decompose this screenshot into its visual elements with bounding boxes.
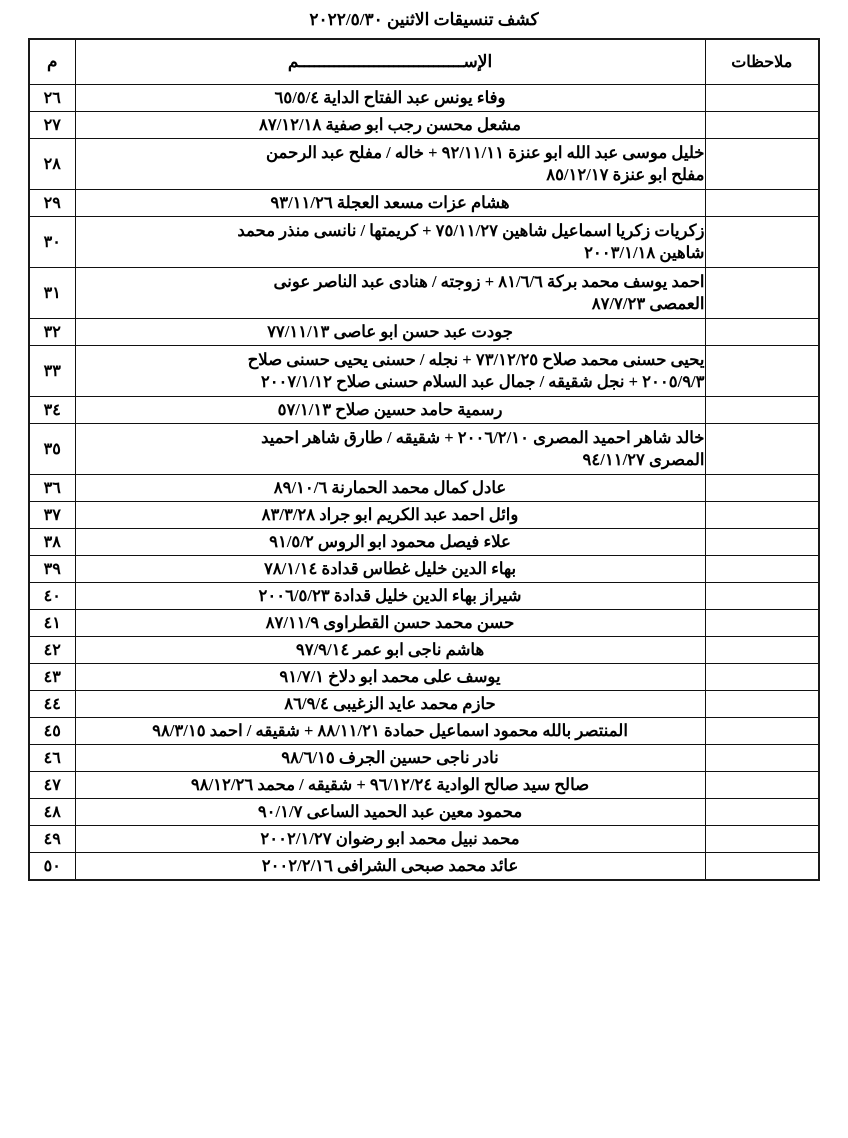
cell-name-line: وائل احمد عبد الكريم ابو جراد ٨٣/٣/٢٨	[261, 505, 519, 525]
cell-notes	[705, 799, 819, 826]
cell-name	[75, 799, 705, 826]
column-header-serial: م	[29, 39, 75, 85]
cell-name-line: مشعل محسن رجب ابو صفية ٨٧/١٢/١٨	[258, 115, 521, 135]
cell-serial: ٤٣	[29, 664, 75, 691]
cell-serial: ٢٨	[29, 139, 75, 190]
cell-serial: ٢٦	[29, 85, 75, 112]
cell-serial: ٣١	[29, 268, 75, 319]
cell-serial: ٢٧	[29, 112, 75, 139]
cell-name	[75, 637, 705, 664]
table-row	[29, 691, 819, 718]
cell-name-line: خليل موسى عبد الله ابو عنزة ٩٢/١١/١١ + خاله / مفلح عبد الرحمن	[266, 143, 705, 163]
cell-name-line: علاء فيصل محمود ابو الروس ٩١/٥/٢	[269, 532, 511, 552]
cell-name	[75, 556, 705, 583]
cell-serial: ٣٠	[29, 217, 75, 268]
cell-name-line: محمد نبيل محمد ابو رضوان ٢٠٠٢/١/٢٧	[260, 829, 520, 849]
cell-name	[75, 718, 705, 745]
cell-name-line: زكريات زكريا اسماعيل شاهين ٧٥/١١/٢٧ + كريمتها / نانسى منذر محمد	[237, 221, 705, 241]
name-header-suffix: ـم	[287, 52, 305, 71]
cell-notes	[705, 85, 819, 112]
cell-notes	[705, 319, 819, 346]
cell-name	[75, 475, 705, 502]
cell-name-line: المصرى ٩٤/١١/٢٧	[582, 450, 705, 469]
cell-name	[75, 85, 705, 112]
cell-notes	[705, 397, 819, 424]
cell-serial: ٢٩	[29, 190, 75, 217]
table-row	[29, 799, 819, 826]
coordination-list-table	[28, 38, 820, 881]
cell-name-line: احمد يوسف محمد بركة ٨١/٦/٦ + زوجته / هنادى عبد الناصر عونى	[273, 272, 705, 292]
cell-name-line: مفلح ابو عنزة ٨٥/١٢/١٧	[546, 165, 705, 184]
table-container	[0, 38, 848, 881]
table-row	[29, 475, 819, 502]
cell-name-line: نادر ناجى حسين الجرف ٩٨/٦/١٥	[281, 748, 499, 768]
cell-name	[75, 139, 705, 190]
cell-name-line: شيراز بهاء الدين خليل قدادة ٢٠٠٦/٥/٢٣	[258, 586, 522, 606]
cell-notes	[705, 745, 819, 772]
cell-serial: ٣٣	[29, 346, 75, 397]
table-row	[29, 556, 819, 583]
cell-name-line: صالح سيد صالح الوادية ٩٦/١٢/٢٤ + شقيقه / محمد ٩٨/١٢/٢٦	[190, 775, 590, 795]
cell-serial: ٤٩	[29, 826, 75, 853]
cell-name-line: بهاء الدين خليل غطاس قدادة ٧٨/١/١٤	[263, 559, 517, 579]
cell-notes	[705, 529, 819, 556]
table-row	[29, 502, 819, 529]
cell-name-line: هشام عزات مسعد العجلة ٩٣/١١/٢٦	[270, 193, 510, 213]
cell-serial: ٣٧	[29, 502, 75, 529]
cell-name-line: رسمية حامد حسين صلاح ٥٧/١/١٣	[277, 400, 503, 420]
table-body	[29, 85, 819, 881]
table-row	[29, 112, 819, 139]
cell-notes	[705, 190, 819, 217]
cell-serial: ٤٨	[29, 799, 75, 826]
table-row	[29, 397, 819, 424]
table-row	[29, 610, 819, 637]
cell-notes	[705, 268, 819, 319]
table-row	[29, 139, 819, 190]
cell-notes	[705, 691, 819, 718]
cell-serial: ٤٥	[29, 718, 75, 745]
cell-name	[75, 319, 705, 346]
table-row	[29, 718, 819, 745]
cell-name-line: حازم محمد عايد الزغيبى ٨٦/٩/٤	[284, 694, 496, 714]
cell-name-line: خالد شاهر احميد المصرى ٢٠٠٦/٢/١٠ + شقيقه / طارق شاهر احميد	[261, 428, 705, 448]
cell-serial: ٣٦	[29, 475, 75, 502]
column-header-name	[75, 39, 705, 85]
cell-name-line: المنتصر بالله محمود اسماعيل حمادة ٨٨/١١/٢١ + شقيقه / احمد ٩٨/٣/١٥	[152, 721, 628, 741]
cell-name	[75, 397, 705, 424]
cell-name	[75, 691, 705, 718]
cell-serial: ٤٠	[29, 583, 75, 610]
table-row	[29, 217, 819, 268]
cell-notes	[705, 610, 819, 637]
cell-name	[75, 529, 705, 556]
cell-name	[75, 853, 705, 881]
cell-notes	[705, 556, 819, 583]
cell-name	[75, 772, 705, 799]
table-row	[29, 529, 819, 556]
cell-name	[75, 346, 705, 397]
cell-name	[75, 217, 705, 268]
cell-serial: ٥٠	[29, 853, 75, 881]
table-row	[29, 583, 819, 610]
cell-notes	[705, 502, 819, 529]
document-page	[0, 10, 848, 1138]
table-row	[29, 424, 819, 475]
cell-serial: ٤١	[29, 610, 75, 637]
table-row	[29, 85, 819, 112]
cell-name	[75, 190, 705, 217]
cell-name	[75, 268, 705, 319]
cell-name-line: محمود معين عبد الحميد الساعى ٩٠/١/٧	[257, 802, 523, 822]
cell-serial: ٣٢	[29, 319, 75, 346]
cell-name	[75, 424, 705, 475]
column-header-notes: ملاحظات	[705, 39, 819, 85]
cell-name-line: شاهين ٢٠٠٣/١/١٨	[584, 243, 705, 262]
table-row	[29, 190, 819, 217]
cell-name	[75, 664, 705, 691]
table-row	[29, 853, 819, 881]
cell-serial: ٣٤	[29, 397, 75, 424]
cell-name-line: يحيى حسنى محمد صلاح ٧٣/١٢/٢٥ + نجله / حسنى يحيى حسنى صلاح	[247, 350, 705, 370]
cell-serial: ٣٩	[29, 556, 75, 583]
name-header-prefix: الإســ	[453, 52, 493, 71]
cell-name	[75, 583, 705, 610]
cell-notes	[705, 664, 819, 691]
cell-serial: ٤٢	[29, 637, 75, 664]
cell-notes	[705, 217, 819, 268]
cell-name-line: عائد محمد صبحى الشرافى ٢٠٠٢/٢/١٦	[261, 856, 519, 876]
cell-name-line: وفاء يونس عبد الفتاح الداية ٦٥/٥/٤	[274, 88, 506, 108]
table-row	[29, 664, 819, 691]
table-row	[29, 772, 819, 799]
cell-name-line: عادل كمال محمد الحمارنة ٨٩/١٠/٦	[273, 478, 507, 498]
cell-notes	[705, 772, 819, 799]
table-header	[29, 39, 819, 85]
cell-name-line: هاشم ناجى ابو عمر ٩٧/٩/١٤	[295, 640, 485, 660]
page-title: كشف تنسيقات الاثنين ٢٠٢٢/٥/٣٠	[309, 10, 539, 29]
table-row	[29, 268, 819, 319]
cell-name-line: يوسف على محمد ابو دلاخ ٩١/٧/١	[279, 667, 501, 687]
cell-name-line: ٢٠٠٥/٩/٣ + نجل شقيقه / جمال عبد السلام حسنى صلاح ٢٠٠٧/١/١٢	[260, 372, 705, 391]
cell-name	[75, 745, 705, 772]
name-header-dots: ــــــــــــــــــــــــــــــ	[304, 52, 454, 71]
cell-name-line: العمصى ٨٧/٧/٢٣	[591, 294, 705, 313]
cell-name-line: جودت عبد حسن ابو عاصى ٧٧/١١/١٣	[267, 322, 513, 342]
table-row	[29, 745, 819, 772]
cell-notes	[705, 718, 819, 745]
cell-notes	[705, 637, 819, 664]
cell-notes	[705, 475, 819, 502]
cell-notes	[705, 139, 819, 190]
cell-name	[75, 502, 705, 529]
cell-serial: ٣٥	[29, 424, 75, 475]
cell-serial: ٤٤	[29, 691, 75, 718]
cell-serial: ٣٨	[29, 529, 75, 556]
cell-notes	[705, 853, 819, 881]
table-row	[29, 319, 819, 346]
cell-notes	[705, 112, 819, 139]
table-row	[29, 346, 819, 397]
cell-notes	[705, 346, 819, 397]
cell-notes	[705, 424, 819, 475]
cell-serial: ٤٧	[29, 772, 75, 799]
cell-name	[75, 112, 705, 139]
cell-serial: ٤٦	[29, 745, 75, 772]
cell-name	[75, 826, 705, 853]
table-row	[29, 637, 819, 664]
cell-notes	[705, 826, 819, 853]
cell-name-line: حسن محمد حسن القطراوى ٨٧/١١/٩	[265, 613, 515, 633]
cell-notes	[705, 583, 819, 610]
cell-name	[75, 610, 705, 637]
table-row	[29, 826, 819, 853]
table-header-row	[29, 39, 819, 85]
